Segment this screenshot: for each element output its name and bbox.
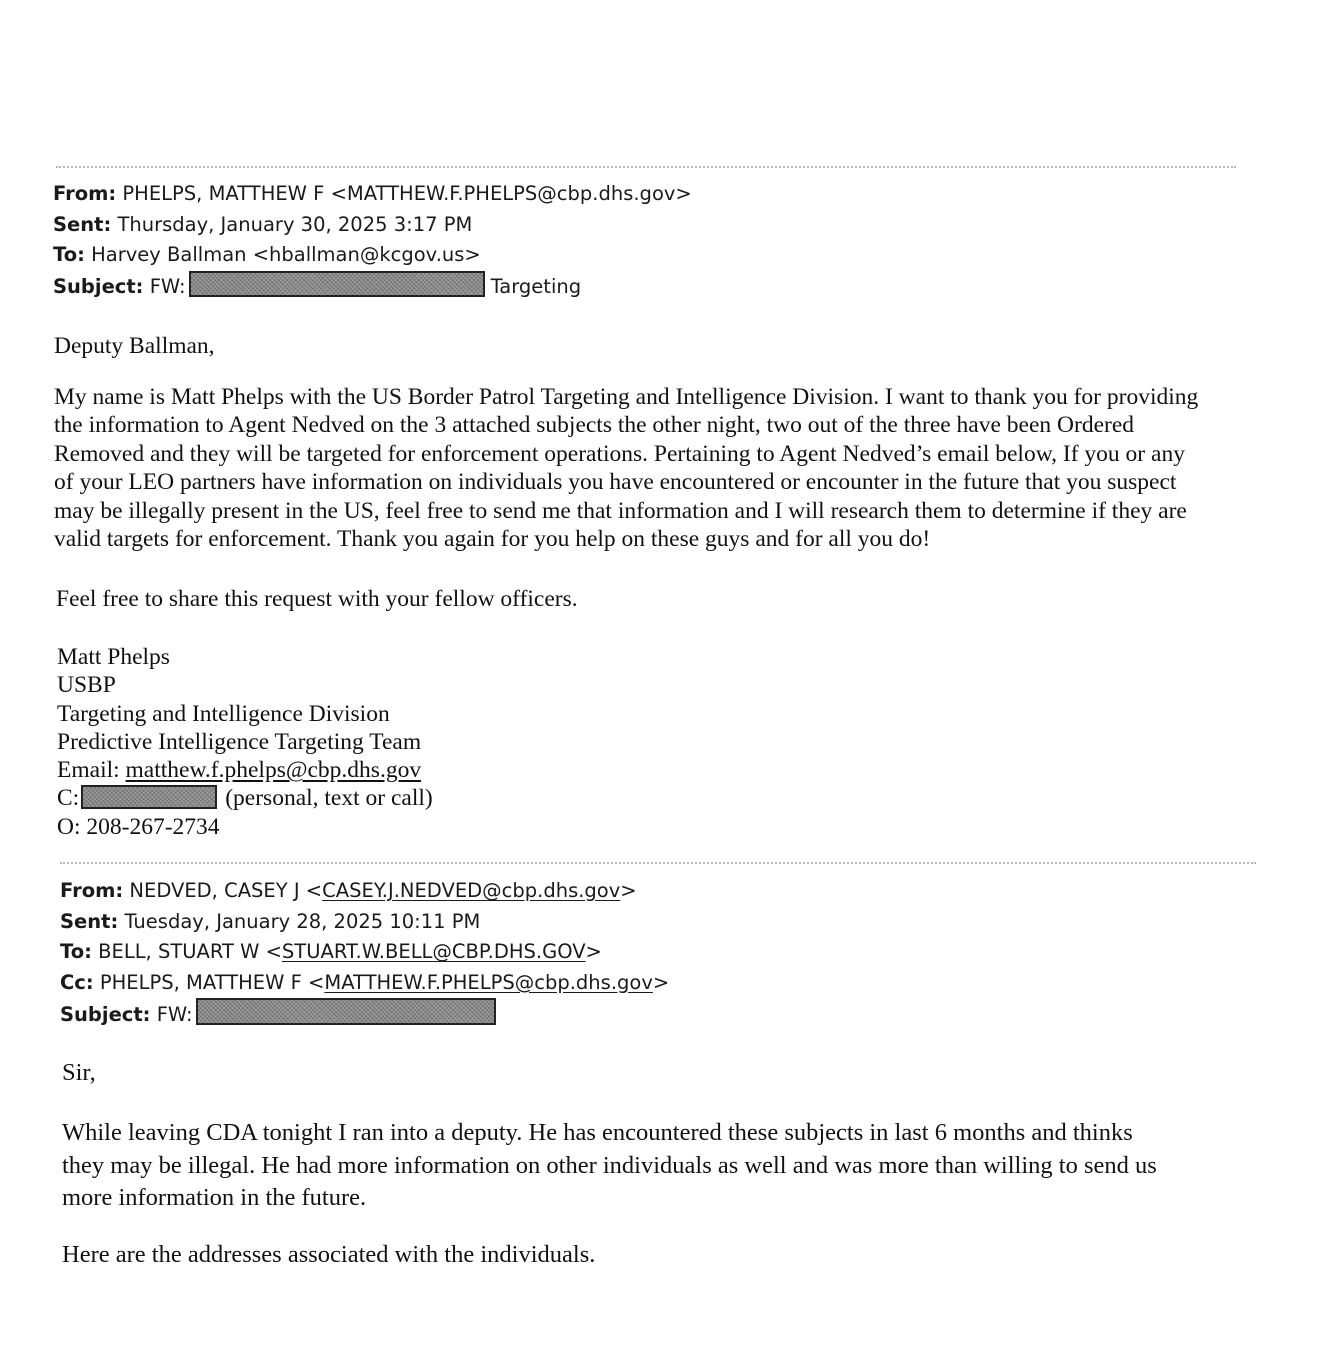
email2-subject-line: [60, 998, 669, 1031]
signature-email-label: Email:: [57, 757, 120, 784]
sent-value: Tuesday, January 28, 2025 10:11 PM: [124, 909, 481, 933]
paragraph-line: valid targets for enforcement. Thank you again for you help on these guys and for all you do!: [54, 526, 931, 553]
signature-agency: USBP: [57, 672, 116, 699]
email2-from-line: [60, 876, 669, 907]
cc-email-link[interactable]: MATTHEW.F.PHELPS@cbp.dhs.gov: [324, 970, 653, 994]
email1-greeting: Deputy Ballman,: [54, 333, 215, 359]
signature-division: Targeting and Intelligence Division: [57, 700, 390, 727]
signature-name: Matt Phelps: [57, 644, 170, 670]
email2-cc-line: [60, 968, 669, 999]
subject-suffix: Targeting: [490, 274, 582, 298]
from-value: PHELPS, MATTHEW F <MATTHEW.F.PHELPS@cbp.dhs.gov>: [122, 182, 692, 205]
redaction-block: [196, 998, 496, 1025]
from-close: >: [620, 879, 637, 902]
email2-greeting: Sir,: [62, 1059, 96, 1086]
paragraph-line: the information to Agent Nedved on the 3 attached subjects the other night, two out of the three have been Ordered: [54, 412, 1135, 439]
to-label: To:: [60, 940, 92, 963]
redaction-block: [189, 271, 485, 297]
paragraph-line: of your LEO partners have information on individuals you have encountered or encounter in the future that you suspect: [54, 469, 1177, 496]
paragraph-line: may be illegally present in the US, feel free to send me that information and I will research them to determine if they are: [54, 497, 1187, 524]
cc-close: >: [652, 970, 670, 994]
email1-paragraph-2: Feel free to share this request with your fellow officers.: [56, 586, 578, 612]
to-label: To:: [53, 243, 85, 266]
cc-label: Cc:: [60, 970, 94, 994]
subject-label: Subject:: [53, 274, 144, 298]
paragraph-line: While leaving CDA tonight I ran into a deputy. He has encountered these subjects in last 6 months and thinks: [62, 1119, 1133, 1146]
header-separator: [56, 166, 1236, 168]
email1-header: [53, 179, 692, 302]
email1-from-line: [53, 179, 692, 210]
signature-email-link[interactable]: matthew.f.phelps@cbp.dhs.gov: [125, 757, 422, 784]
signature-block: [57, 643, 433, 841]
subject-prefix: FW:: [149, 274, 186, 298]
signature-email-line: [57, 756, 433, 784]
header-separator: [60, 862, 1256, 864]
email1-to-line: [53, 240, 692, 271]
from-label: From:: [60, 879, 124, 902]
email1-paragraph: [54, 383, 1198, 553]
sent-label: Sent:: [60, 909, 119, 933]
to-name: BELL, STUART W <: [98, 940, 282, 963]
sent-value: Thursday, January 30, 2025 3:17 PM: [117, 212, 473, 236]
signature-cell-label: C:: [57, 785, 80, 812]
to-close: >: [585, 940, 602, 963]
email2-paragraph: [62, 1117, 1157, 1215]
from-name: NEDVED, CASEY J <: [129, 879, 323, 902]
cc-name: PHELPS, MATTHEW F <: [99, 970, 325, 994]
email2-sent-line: [60, 907, 669, 938]
signature-team: Predictive Intelligence Targeting Team: [57, 728, 422, 755]
subject-label: Subject:: [60, 1003, 151, 1026]
email2-paragraph-2: Here are the addresses associated with the individuals.: [62, 1241, 596, 1268]
email1-sent-line: [53, 210, 692, 241]
email1-subject-line: [53, 271, 692, 303]
signature-cell-note: (personal, text or call): [225, 785, 433, 812]
to-email-link[interactable]: STUART.W.BELL@CBP.DHS.GOV: [281, 940, 586, 963]
email2-header: [60, 876, 669, 1031]
subject-prefix: FW:: [156, 1003, 193, 1026]
redaction-block: [81, 785, 217, 809]
paragraph-line: Removed and they will be targeted for enforcement operations. Pertaining to Agent Nedved’s email below, If you or any: [54, 440, 1185, 467]
paragraph-line: they may be illegal. He had more information on other individuals as well and was more than willing to send us: [62, 1151, 1157, 1179]
sent-label: Sent:: [53, 212, 112, 236]
signature-office-phone: O: 208-267-2734: [57, 813, 220, 840]
paragraph-line: My name is Matt Phelps with the US Border Patrol Targeting and Intelligence Division. I want to thank you for providing: [54, 384, 1199, 410]
paragraph-line: more information in the future.: [62, 1184, 367, 1211]
signature-cell-line: [57, 784, 433, 812]
email2-to-line: [60, 937, 669, 968]
to-value: Harvey Ballman <hballman@kcgov.us>: [91, 243, 481, 266]
from-label: From:: [53, 182, 117, 205]
from-email-link[interactable]: CASEY.J.NEDVED@cbp.dhs.gov: [322, 879, 621, 902]
